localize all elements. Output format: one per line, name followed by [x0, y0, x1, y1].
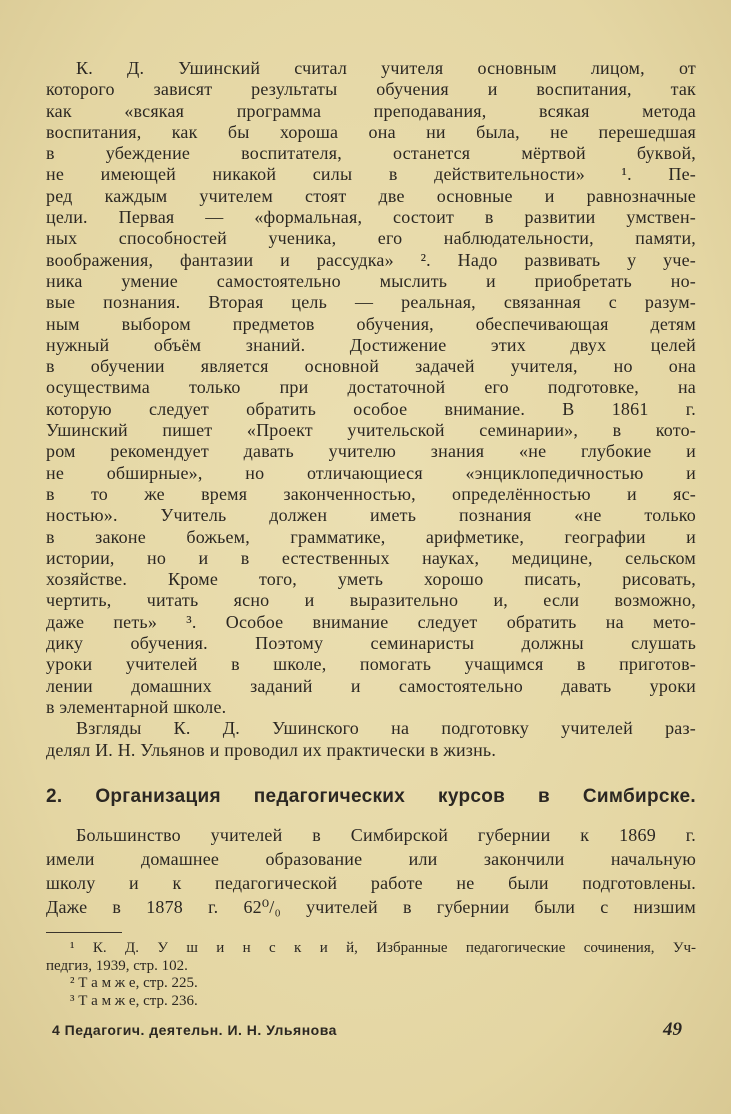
- text-line: в то же время законченностью, определённостью и яс-: [46, 483, 696, 504]
- footnote-divider: [46, 932, 122, 933]
- text-line: ника умение самостоятельно мыслить и приобретать но-: [46, 270, 696, 291]
- text-line: ных способностей ученика, его наблюдательности, памяти,: [46, 228, 696, 249]
- text-line: как «всякая программа преподавания, всякая метода: [46, 100, 696, 121]
- text-line: которую следует обратить особое внимание. В 1861 г.: [46, 398, 696, 419]
- text-line: школу и к педагогической работе не были подготовлены.: [46, 873, 696, 893]
- text-line: воображения, фантазии и рассудка» ². Надо развивать у уче-: [46, 249, 696, 270]
- text-line: не имеющей никакой силы в действительности» ¹. Пе-: [46, 164, 696, 185]
- text-line: имели домашнее образование или закончили начальную: [46, 849, 696, 869]
- text-line: в элементарной школе.: [46, 696, 227, 717]
- text-line: Взгляды К. Д. Ушинского на подготовку учителей раз-: [76, 718, 696, 739]
- text-line: в обучении является основной задачей учителя, но она: [46, 356, 696, 377]
- footnotes: [46, 940, 696, 1010]
- text-line: чертить, читать ясно и выразительно и, если возможно,: [46, 590, 696, 611]
- text-line: истории, но и в естественных науках, медицине, сельском: [46, 547, 696, 568]
- text-line: К. Д. Ушинский считал учителя основным лицом, от: [76, 58, 696, 78]
- footnote-1: ¹ К. Д. У ш и н с к и й, Избранные педагогические сочинения, Уч-: [70, 940, 696, 956]
- text-line: в убеждение воспитателя, останется мёртвой буквой,: [46, 143, 696, 164]
- text-line: вые познания. Вторая цель — реальная, связанная с разум-: [46, 292, 696, 313]
- text-line: ным выбором предметов обучения, обеспечивающая детям: [46, 313, 696, 334]
- page-number: 49: [663, 1019, 682, 1040]
- text-line: нужный объём знаний. Достижение этих двух целей: [46, 334, 696, 355]
- text-line: ностью». Учитель должен иметь познания «не только: [46, 505, 696, 526]
- text-line: дику обучения. Поэтому семинаристы должны слушать: [46, 633, 696, 654]
- text-line: даже петь» ³. Особое внимание следует обратить на мето-: [46, 611, 696, 632]
- text-line: хозяйстве. Кроме того, уметь хорошо писать, рисовать,: [46, 569, 696, 590]
- text-line: Ушинский пишет «Проект учительской семинарии», в кото-: [46, 420, 696, 441]
- main-text-block: [46, 58, 696, 761]
- section-heading: 2. Организация педагогических курсов в Симбирске.: [46, 786, 696, 807]
- text-line: цели. Первая — «формальная, состоит в развитии умствен-: [46, 207, 696, 228]
- signature-mark: 4 Педагогич. деятельн. И. Н. Ульянова: [52, 1022, 337, 1038]
- text-line: которого зависят результаты обучения и воспитания, так: [46, 79, 696, 100]
- footnote-1-cont: педгиз, 1939, стр. 102.: [46, 957, 188, 974]
- footnote-2: ² Т а м ж е, стр. 225.: [70, 975, 198, 991]
- text-line: лении домашних заданий и самостоятельно давать уроки: [46, 675, 696, 696]
- text-line: Большинство учителей в Симбирской губернии к 1869 г.: [76, 825, 696, 845]
- text-line: ром рекомендует давать учителю знания «не глубокие и: [46, 441, 696, 462]
- text-line: делял И. Н. Ульянов и проводил их практически в жизнь.: [46, 739, 497, 760]
- text-line: уроки учителей в школе, помогать учащимся в приготов-: [46, 654, 696, 675]
- section-text-block: [46, 823, 696, 919]
- text-line: ред каждым учителем стоят две основные и равнозначные: [46, 185, 696, 206]
- footnote-3: ³ Т а м ж е, стр. 236.: [70, 992, 198, 1009]
- text-line: не обширные», но отличающиеся «энциклопедичностью и: [46, 462, 696, 483]
- text-line: воспитания, как бы хороша она ни была, не перешедшая: [46, 121, 696, 142]
- text-line: в законе божьем, грамматике, арифметике, географии и: [46, 526, 696, 547]
- text-line: Даже в 1878 г. 62⁰/₀ учителей в губернии были с низшим: [46, 897, 696, 917]
- page-footer: [52, 1019, 682, 1042]
- text-line: осуществима только при достаточной его подготовке, на: [46, 377, 696, 398]
